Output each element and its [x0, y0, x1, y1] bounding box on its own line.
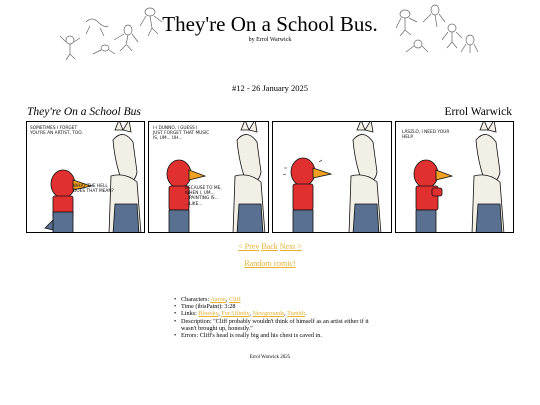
bluesky-link[interactable]: Bluesky: [198, 310, 219, 318]
characters-label: Characters:: [181, 296, 210, 303]
links-item: • Links: Bluesky, FurAffinity, Newgrounds, Tumblr.: [173, 310, 383, 317]
speech-bubble: I-I DUNNO, I GUESS I JUST FORGET THAT MUSIC IS, UM... UH...: [153, 126, 210, 142]
comic-panel-4: [395, 121, 514, 233]
comic-panel-2: [148, 121, 269, 233]
speech-bubble: SOMETIMES I FORGET YOU'RE AN ARTIST, TOO.: [30, 126, 83, 137]
characters-item: • Characters: Aaron, Cliff: [173, 296, 383, 303]
errors-item: • Errors: Cliff's head is really big and his chest is caved in.: [173, 332, 383, 339]
footer-text: Errol Warwick 2025: [249, 355, 291, 360]
issue-label: #12 - 26 January 2025: [231, 83, 308, 93]
character-link-cliff[interactable]: Cliff: [228, 296, 241, 303]
speech-bubble: LÁSZLÓ, I NEED YOUR HELP.: [402, 130, 450, 141]
next-link[interactable]: Next >: [279, 242, 302, 251]
comic-panel-1: [26, 121, 145, 233]
prev-link[interactable]: < Prev: [238, 242, 260, 251]
strip-author: Errol Warwick: [444, 106, 512, 118]
character-link-aaron[interactable]: Aaron: [210, 296, 226, 303]
panel-3-art: [273, 122, 392, 233]
comic-strip: [26, 121, 514, 233]
tumblr-link[interactable]: Tumblr: [287, 310, 306, 318]
speech-bubble: WHAT THE HELL DOES THAT MEAN?: [73, 184, 114, 195]
links-label: Links:: [181, 310, 197, 318]
time-item: • Time (ibisPaint): 3:28: [173, 303, 383, 310]
site-title: They're On a School Bus.: [162, 12, 378, 36]
panel-1-art: [27, 122, 145, 233]
furaffinity-link[interactable]: FurAffinity: [221, 310, 250, 318]
site-banner: [0, 0, 540, 62]
speech-bubble: BECAUSE TO ME, WHEN I, UM... ...PAINTING IS... ...LIKE...: [185, 186, 222, 207]
site-byline: by Errol Warwick: [248, 37, 292, 43]
random-comic: [0, 259, 540, 268]
comic-info: [173, 296, 383, 339]
back-link[interactable]: Back: [261, 242, 278, 251]
description-item: • Description: "Cliff probably wouldn't think of himself as an artist either if it wasn't brought up, honestly.": [173, 318, 383, 332]
comic-panel-3: [272, 121, 392, 233]
random-comic-link[interactable]: Random comic!: [244, 259, 296, 268]
comic-navigation: [0, 242, 540, 251]
strip-title: They're On a School Bus: [27, 106, 141, 118]
newgrounds-link[interactable]: Newgrounds: [252, 310, 285, 318]
